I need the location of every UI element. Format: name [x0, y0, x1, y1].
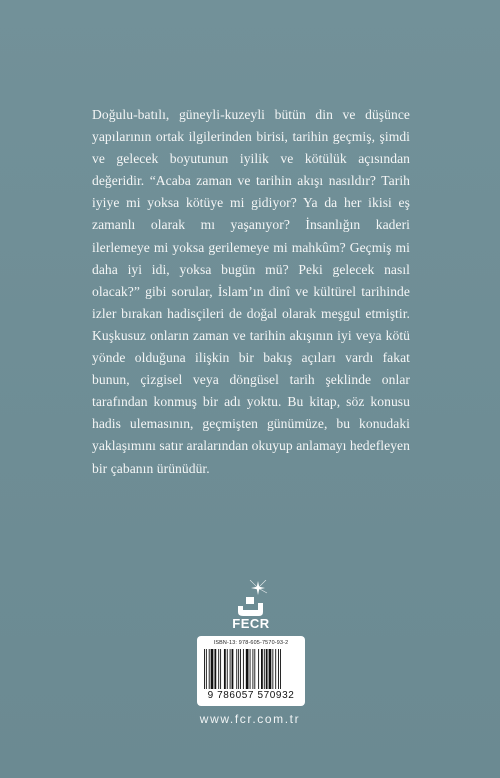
fecr-logo-icon	[232, 580, 270, 620]
publisher-logo	[224, 580, 278, 636]
isbn-line: ISBN-13: 978-605-7570-93-2	[213, 640, 289, 646]
publisher-name: FECR	[232, 616, 270, 631]
barcode-number: 9 786057 570932	[207, 690, 295, 701]
barcode-panel	[197, 636, 305, 706]
blurb-text: Doğulu-batılı, güneyli-kuzeyli bütün din ve düşünce yapılarının ortak ilgilerinden birisi, tarihin geçmiş, şimdi ve gelecek boyutunun iyilik ve kötülük açısından değeridir. “Acaba zaman ve tarihin akışı nasıldır? Tarih iyiye mi yoksa kötüye mi gidiyor? Ya da her ikisi eş zamanlı olarak mı yaşanıyor? İnsanlığın kaderi ilerlemeye mi yoksa gerilemeye mi mahkûm? Geçmiş mi daha iyi idi, yoksa bugün mü? Peki gelecek nasıl olacak?” gibi sorular, İslam’ın dinî ve kültürel tarihinde izler bırakan hadisçileri de doğal olarak meşgul etmiştir. Kuşkusuz onların zaman ve tarihin akışının iyi veya kötü yönde olduğuna ilişkin bir bakış açıları vardı fakat bunun, çizgisel veya döngüsel tarih şeklinde onlar tarafından konmuş bir adı yoktu. Bu kitap, söz konusu hadis ulemasının, geçmişten günümüze, bu konudaki yaklaşımını satır aralarından okuyup anlamayı hedefleyen bir çabanın ürünüdür.	[92, 107, 410, 476]
barcode-icon	[204, 649, 298, 689]
publisher-website: www.fcr.com.tr	[199, 712, 301, 726]
